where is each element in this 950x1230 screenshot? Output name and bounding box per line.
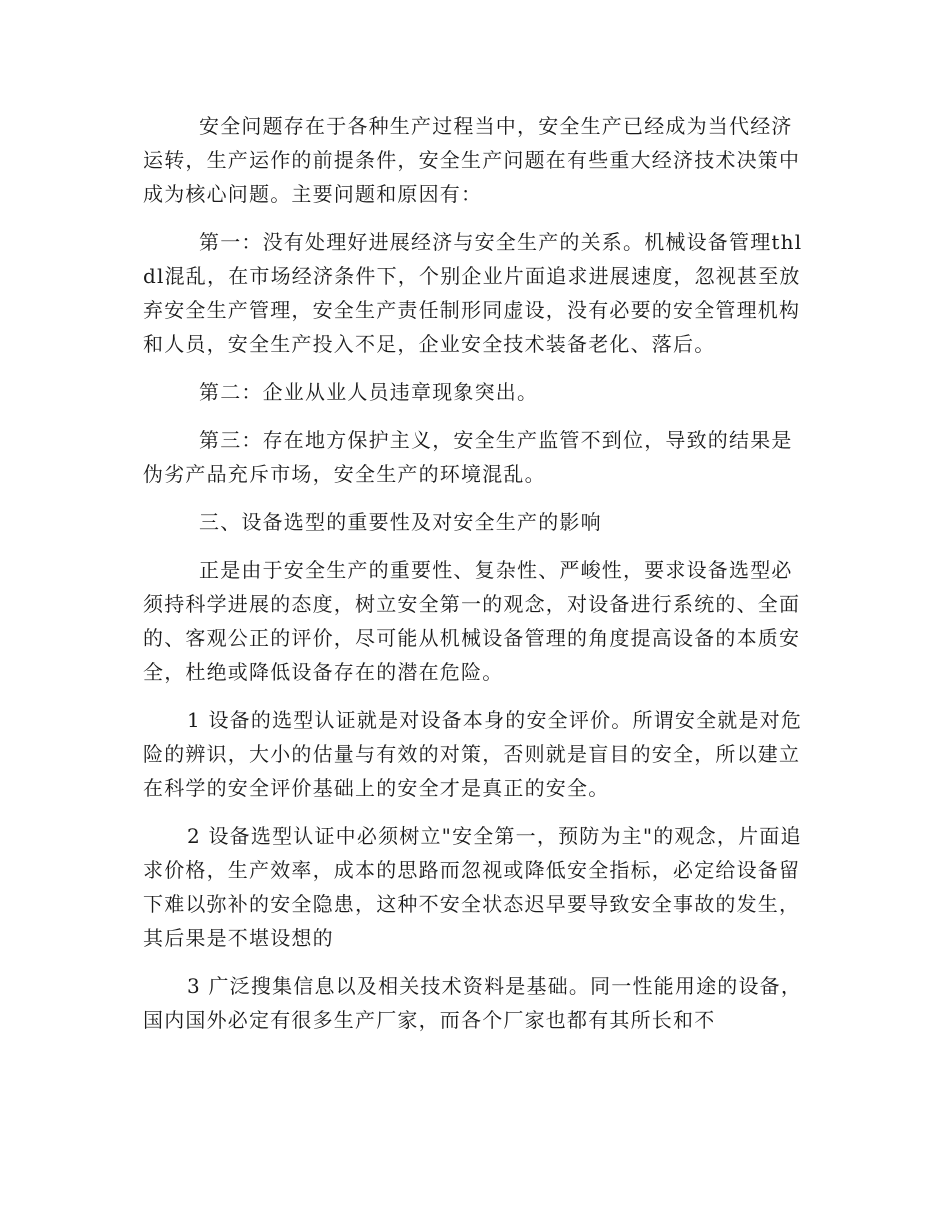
list-item-2: 2 设备选型认证中必须树立"安全第一，预防为主"的观念，片面追求价格，生产效率，成本的思路而忽视或降低安全指标，必定给设备留下难以弥补的安全隐患，这种不安全状态迟早要导致安全事故的发生，其后果是不堪设想的 xyxy=(143,824,802,950)
list-item-3: 3 广泛搜集信息以及相关技术资料是基础。同一性能用途的设备，国内国外必定有很多生产厂家，而各个厂家也都有其所长和不 xyxy=(143,974,803,1032)
section-heading-equipment-selection: 三、设备选型的重要性及对安全生产的影响 xyxy=(199,510,602,534)
paragraph-third-reason: 第三：存在地方保护主义，安全生产监管不到位，导致的结果是伪劣产品充斥市场，安全生产的环境混乱。 xyxy=(143,428,793,486)
paragraph-second-reason: 第二：企业从业人员违章现象突出。 xyxy=(199,380,539,404)
document-body xyxy=(143,109,811,1037)
paragraph-first-reason: 第一：没有处理好进展经济与安全生产的关系。机械设备管理thldl混乱，在市场经济条件下，个别企业片面追求进展速度，忽视甚至放弃安全生产管理，安全生产责任制形同虚设，没有必要的安全管理机构和人员，安全生产投入不足，企业安全技术装备老化、落后。 xyxy=(143,230,803,356)
paragraph-intro: 安全问题存在于各种生产过程当中，安全生产已经成为当代经济运转，生产运作的前提条件，安全生产问题在有些重大经济技术决策中成为核心问题。主要问题和原因有： xyxy=(143,114,801,206)
paragraph-selection-importance: 正是由于安全生产的重要性、复杂性、严峻性，要求设备选型必须持科学进展的态度，树立安全第一的观念，对设备进行系统的、全面的、客观公正的评价，尽可能从机械设备管理的角度提高设备的本质安全，杜绝或降低设备存在的潜在危险。 xyxy=(143,558,801,684)
list-item-1: 1 设备的选型认证就是对设备本身的安全评价。所谓安全就是对危险的辨识，大小的估量与有效的对策，否则就是盲目的安全，所以建立在科学的安全评价基础上的安全才是真正的安全。 xyxy=(143,708,803,800)
